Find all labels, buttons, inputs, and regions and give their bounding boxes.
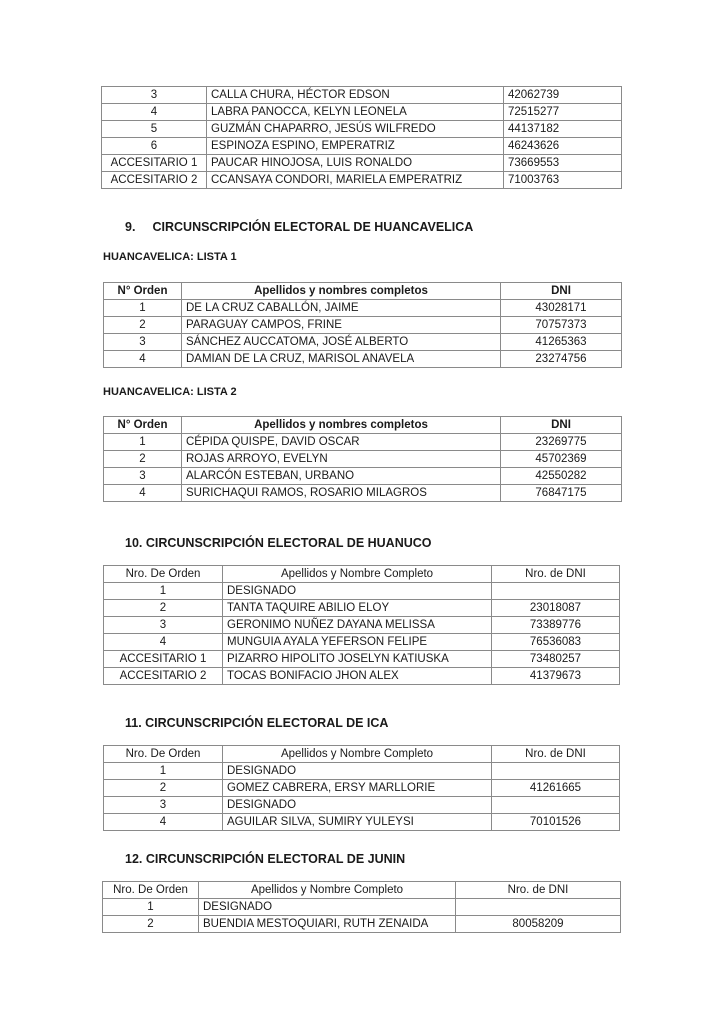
table-row bbox=[104, 351, 622, 368]
nombre-cell: GERONIMO NUÑEZ DAYANA MELISSA bbox=[223, 617, 492, 634]
dni-cell: 23269775 bbox=[501, 434, 622, 451]
nombre-cell: ESPINOZA ESPINO, EMPERATRIZ bbox=[207, 138, 504, 155]
header-dni: Nro. de DNI bbox=[492, 566, 620, 583]
nombre-cell: DESIGNADO bbox=[223, 763, 492, 780]
table-row bbox=[104, 485, 622, 502]
nombre-cell: CÉPIDA QUISPE, DAVID OSCAR bbox=[182, 434, 501, 451]
table-row bbox=[104, 651, 620, 668]
header-row bbox=[103, 882, 621, 899]
orden-cell: 3 bbox=[104, 468, 182, 485]
orden-cell: ACCESITARIO 1 bbox=[102, 155, 207, 172]
orden-cell: ACCESITARIO 1 bbox=[104, 651, 223, 668]
header-orden: Nro. De Orden bbox=[103, 882, 199, 899]
orden-cell: 2 bbox=[104, 600, 223, 617]
section-number: 9. bbox=[125, 220, 136, 234]
table-body bbox=[104, 300, 622, 368]
header-dni: DNI bbox=[501, 417, 622, 434]
orden-cell: 1 bbox=[104, 300, 182, 317]
dni-cell bbox=[456, 899, 621, 916]
table-row bbox=[104, 780, 620, 797]
orden-cell: 4 bbox=[104, 634, 223, 651]
header-row bbox=[104, 417, 622, 434]
section-12-heading: 12. CIRCUNSCRIPCIÓN ELECTORAL DE JUNIN bbox=[125, 852, 406, 866]
nombre-cell: DESIGNADO bbox=[223, 583, 492, 600]
orden-cell: 1 bbox=[103, 899, 199, 916]
table-row bbox=[104, 600, 620, 617]
table-row bbox=[104, 814, 620, 831]
header-nombre: Apellidos y nombres completos bbox=[182, 283, 501, 300]
nombre-cell: DESIGNADO bbox=[223, 797, 492, 814]
table-row bbox=[102, 172, 622, 189]
section-9-heading bbox=[125, 220, 473, 234]
nombre-cell: PAUCAR HINOJOSA, LUIS RONALDO bbox=[207, 155, 504, 172]
previous-section-table bbox=[101, 86, 622, 189]
orden-cell: 1 bbox=[104, 434, 182, 451]
dni-cell: 46243626 bbox=[504, 138, 622, 155]
dni-cell: 76536083 bbox=[492, 634, 620, 651]
header-orden: N° Orden bbox=[104, 417, 182, 434]
table-body bbox=[104, 763, 620, 831]
dni-cell: 43028171 bbox=[501, 300, 622, 317]
table-row bbox=[104, 797, 620, 814]
orden-cell: 2 bbox=[104, 780, 223, 797]
table-row bbox=[104, 763, 620, 780]
table-body bbox=[104, 583, 620, 685]
dni-cell: 42062739 bbox=[504, 87, 622, 104]
table-header bbox=[104, 417, 622, 434]
nombre-cell: TOCAS BONIFACIO JHON ALEX bbox=[223, 668, 492, 685]
nombre-cell: SÁNCHEZ AUCCATOMA, JOSÉ ALBERTO bbox=[182, 334, 501, 351]
header-row bbox=[104, 566, 620, 583]
nombre-cell: TANTA TAQUIRE ABILIO ELOY bbox=[223, 600, 492, 617]
table-row bbox=[104, 583, 620, 600]
lista-2-label: HUANCAVELICA: LISTA 2 bbox=[103, 386, 237, 398]
orden-cell: 6 bbox=[102, 138, 207, 155]
table-header bbox=[103, 882, 621, 899]
dni-cell bbox=[492, 797, 620, 814]
table-row bbox=[102, 87, 622, 104]
dni-cell bbox=[492, 583, 620, 600]
table-row bbox=[104, 300, 622, 317]
huancavelica-lista-1-table bbox=[103, 282, 622, 368]
header-nombre: Apellidos y Nombre Completo bbox=[199, 882, 456, 899]
table-row bbox=[104, 617, 620, 634]
nombre-cell: DESIGNADO bbox=[199, 899, 456, 916]
dni-cell bbox=[492, 763, 620, 780]
dni-cell: 72515277 bbox=[504, 104, 622, 121]
dni-cell: 44137182 bbox=[504, 121, 622, 138]
table-row bbox=[103, 916, 621, 933]
orden-cell: 4 bbox=[102, 104, 207, 121]
orden-cell: 3 bbox=[104, 334, 182, 351]
table-row bbox=[104, 668, 620, 685]
dni-cell: 42550282 bbox=[501, 468, 622, 485]
header-dni: Nro. de DNI bbox=[456, 882, 621, 899]
table-row bbox=[104, 317, 622, 334]
table-row bbox=[102, 121, 622, 138]
dni-cell: 41261665 bbox=[492, 780, 620, 797]
nombre-cell: DE LA CRUZ CABALLÓN, JAIME bbox=[182, 300, 501, 317]
orden-cell: 4 bbox=[104, 814, 223, 831]
section-11-heading: 11. CIRCUNSCRIPCIÓN ELECTORAL DE ICA bbox=[125, 716, 389, 730]
nombre-cell: PIZARRO HIPOLITO JOSELYN KATIUSKA bbox=[223, 651, 492, 668]
section-10-heading: 10. CIRCUNSCRIPCIÓN ELECTORAL DE HUANUCO bbox=[125, 536, 432, 550]
dni-cell: 70757373 bbox=[501, 317, 622, 334]
nombre-cell: SURICHAQUI RAMOS, ROSARIO MILAGROS bbox=[182, 485, 501, 502]
header-dni: Nro. de DNI bbox=[492, 746, 620, 763]
orden-cell: 3 bbox=[104, 797, 223, 814]
junin-table bbox=[102, 881, 621, 933]
huanuco-table bbox=[103, 565, 620, 685]
orden-cell: 2 bbox=[104, 451, 182, 468]
table-row bbox=[104, 434, 622, 451]
nombre-cell: GOMEZ CABRERA, ERSY MARLLORIE bbox=[223, 780, 492, 797]
table-header bbox=[104, 746, 620, 763]
nombre-cell: ALARCÓN ESTEBAN, URBANO bbox=[182, 468, 501, 485]
header-nombre: Apellidos y nombres completos bbox=[182, 417, 501, 434]
nombre-cell: CCANSAYA CONDORI, MARIELA EMPERATRIZ bbox=[207, 172, 504, 189]
dni-cell: 23018087 bbox=[492, 600, 620, 617]
table-body bbox=[103, 899, 621, 933]
table-row bbox=[104, 468, 622, 485]
header-orden: Nro. De Orden bbox=[104, 746, 223, 763]
header-orden: Nro. De Orden bbox=[104, 566, 223, 583]
table-row bbox=[104, 334, 622, 351]
table-row bbox=[103, 899, 621, 916]
orden-cell: ACCESITARIO 2 bbox=[102, 172, 207, 189]
dni-cell: 45702369 bbox=[501, 451, 622, 468]
nombre-cell: ROJAS ARROYO, EVELYN bbox=[182, 451, 501, 468]
orden-cell: 1 bbox=[104, 583, 223, 600]
dni-cell: 41379673 bbox=[492, 668, 620, 685]
orden-cell: ACCESITARIO 2 bbox=[104, 668, 223, 685]
orden-cell: 5 bbox=[102, 121, 207, 138]
header-dni: DNI bbox=[501, 283, 622, 300]
table-row bbox=[102, 138, 622, 155]
header-nombre: Apellidos y Nombre Completo bbox=[223, 746, 492, 763]
table-body bbox=[104, 434, 622, 502]
orden-cell: 3 bbox=[104, 617, 223, 634]
nombre-cell: MUNGUIA AYALA YEFERSON FELIPE bbox=[223, 634, 492, 651]
orden-cell: 4 bbox=[104, 485, 182, 502]
dni-cell: 41265363 bbox=[501, 334, 622, 351]
dni-cell: 73389776 bbox=[492, 617, 620, 634]
dni-cell: 71003763 bbox=[504, 172, 622, 189]
dni-cell: 76847175 bbox=[501, 485, 622, 502]
header-row bbox=[104, 283, 622, 300]
table-row bbox=[104, 634, 620, 651]
orden-cell: 4 bbox=[104, 351, 182, 368]
table-row bbox=[104, 451, 622, 468]
orden-cell: 2 bbox=[104, 317, 182, 334]
lista-1-label: HUANCAVELICA: LISTA 1 bbox=[103, 251, 237, 263]
nombre-cell: CALLA CHURA, HÉCTOR EDSON bbox=[207, 87, 504, 104]
nombre-cell: GUZMÁN CHAPARRO, JESÚS WILFREDO bbox=[207, 121, 504, 138]
table-body bbox=[102, 87, 622, 189]
table-header bbox=[104, 283, 622, 300]
nombre-cell: PARAGUAY CAMPOS, FRINE bbox=[182, 317, 501, 334]
header-nombre: Apellidos y Nombre Completo bbox=[223, 566, 492, 583]
orden-cell: 3 bbox=[102, 87, 207, 104]
nombre-cell: AGUILAR SILVA, SUMIRY YULEYSI bbox=[223, 814, 492, 831]
orden-cell: 1 bbox=[104, 763, 223, 780]
huancavelica-lista-2-table bbox=[103, 416, 622, 502]
ica-table bbox=[103, 745, 620, 831]
dni-cell: 23274756 bbox=[501, 351, 622, 368]
section-title: CIRCUNSCRIPCIÓN ELECTORAL DE HUANCAVELICA bbox=[152, 220, 474, 234]
dni-cell: 73669553 bbox=[504, 155, 622, 172]
nombre-cell: BUENDIA MESTOQUIARI, RUTH ZENAIDA bbox=[199, 916, 456, 933]
header-orden: N° Orden bbox=[104, 283, 182, 300]
dni-cell: 80058209 bbox=[456, 916, 621, 933]
table-row bbox=[102, 104, 622, 121]
table-row bbox=[102, 155, 622, 172]
table-header bbox=[104, 566, 620, 583]
dni-cell: 70101526 bbox=[492, 814, 620, 831]
nombre-cell: LABRA PANOCCA, KELYN LEONELA bbox=[207, 104, 504, 121]
dni-cell: 73480257 bbox=[492, 651, 620, 668]
header-row bbox=[104, 746, 620, 763]
orden-cell: 2 bbox=[103, 916, 199, 933]
nombre-cell: DAMIAN DE LA CRUZ, MARISOL ANAVELA bbox=[182, 351, 501, 368]
